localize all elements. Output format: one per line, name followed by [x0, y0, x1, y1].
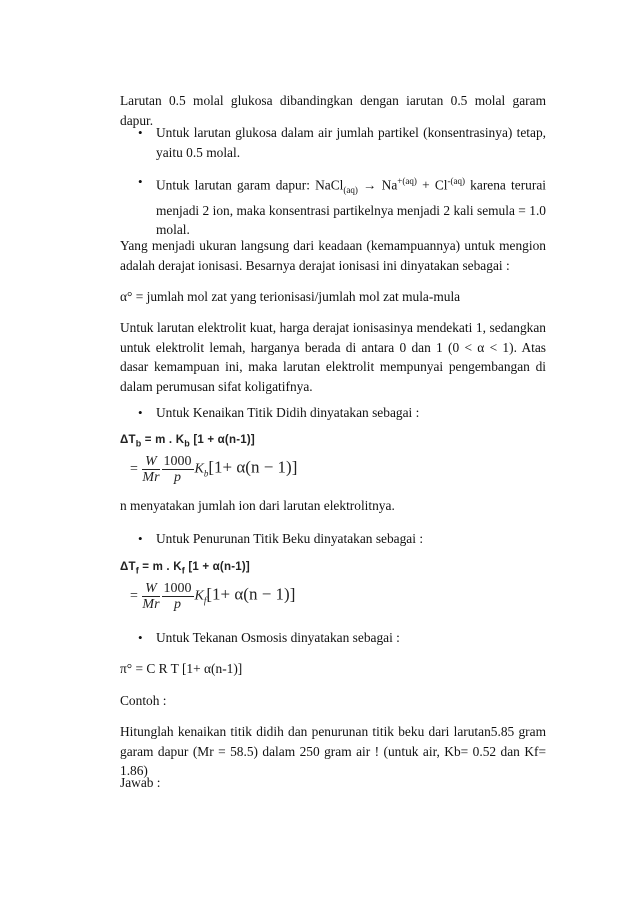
pi-formula: π° = C R T [1+ α(n-1)] — [120, 661, 243, 676]
formula-boiling-expanded: = $\frac{W}{Mr}$ $\frac{1000}{p}$ $K_b[1+ \alpha(n - 1)]$ — [130, 454, 298, 485]
alpha-definition: α° = jumlah mol zat yang terionisasi/jumlah mol zat mula-mula — [120, 289, 461, 304]
n-note: n menyatakan jumlah ion dari larutan elektrolitnya. — [120, 498, 395, 513]
bullet-freezing: Untuk Penurunan Titik Beku dinyatakan sebagai : — [156, 531, 424, 546]
bullet-salt: Untuk larutan garam dapur: NaCl$_{(aq)}$ → $Na^{+(aq)} + Cl^{-(aq)}$ karena terurai menjadi 2 ion, maka konsentrasi partikelnya menjadi 2 kali semula = 1.0 molal. — [156, 176, 547, 238]
contoh-label: Contoh : — [120, 693, 167, 708]
formula-boiling — [120, 434, 298, 485]
bullet-glyph: • — [138, 630, 143, 645]
bullet-boiling: Untuk Kenaikan Titik Didih dinyatakan sebagai : — [156, 405, 420, 420]
degree-intro-paragraph: Yang menjadi ukuran langsung dari keadaan (kemampuannya) untuk mengion adalah derajat ionisasi. Besarnya derajat ionisasi ini dinyatakan sebagai : — [120, 238, 546, 273]
bullet-glyph: • — [138, 531, 143, 546]
formula-freezing — [120, 561, 296, 612]
question-paragraph: Hitunglah kenaikan titik didih dan penurunan titik beku dari larutan5.85 gram garam dapur (Mr = 58.5) dalam 250 gram air ! (untuk air, Kb= 0.52 dan Kf= 1.86) — [120, 724, 546, 778]
bullet-glyph: • — [138, 405, 143, 420]
bullet-glyph: • — [138, 125, 143, 140]
electrolyte-paragraph: Untuk larutan elektrolit kuat, harga derajat ionisasinya mendekati 1, sedangkan untuk elektrolit lemah, harganya berada di antara 0 dan 1 (0 < α < 1). Atas dasar kemampuan ini, maka larutan elektrolit mempunyai pengembangan di dalam perumusan sifat koligatifnya. — [120, 320, 546, 394]
bullet-glyph: • — [138, 174, 143, 189]
bullet-osmosis: Untuk Tekanan Osmosis dinyatakan sebagai : — [156, 630, 400, 645]
jawab-label: Jawab : — [120, 775, 161, 790]
formula-freezing-top: $\Delta T_f = m$ . $K_f$ [1 + α(n-1)] — [120, 561, 250, 576]
formula-boiling-top: $\Delta T_b = m$ . $K_b$ [1 + α(n-1)] — [120, 434, 255, 449]
formula-freezing-expanded: = $\frac{W}{Mr}$ $\frac{1000}{p}$ $K_f[1+ \alpha(n - 1)]$ — [130, 581, 296, 612]
bullet-glucose: Untuk larutan glukosa dalam air jumlah partikel (konsentrasinya) tetap, yaitu 0.5 molal. — [156, 125, 546, 160]
intro-paragraph: Larutan 0.5 molal glukosa dibandingkan dengan iarutan 0.5 molal garam dapur. — [120, 93, 546, 128]
